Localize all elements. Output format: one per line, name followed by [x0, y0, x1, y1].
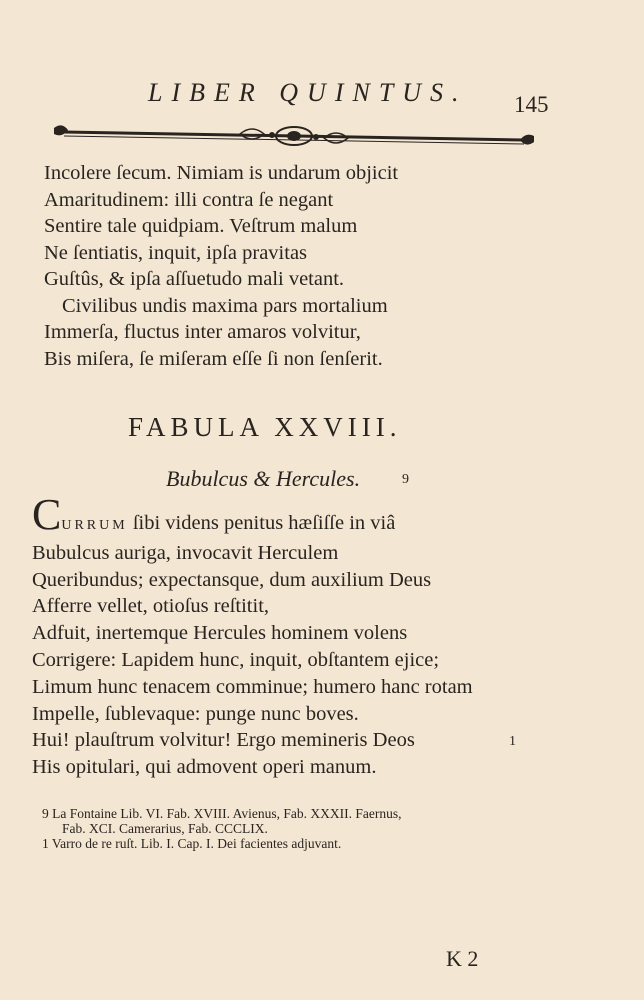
verse-line: Sentire tale quidpiam. Veſtrum malum — [44, 215, 358, 237]
verse-line: Bis miſera, ſe miſeram eſſe ſi non ſenſerit. — [44, 347, 383, 370]
verse-line: Immerſa, fluctus inter amaros volvitur, — [44, 321, 361, 343]
drop-cap: C — [32, 490, 62, 539]
footnote-line: 9 La Fontaine Lib. VI. Fab. XVIII. Avienus, Fab. XXXII. Faernus, — [42, 806, 402, 821]
fable-line: Adfuit, inertemque Hercules hominem volens — [32, 622, 408, 645]
fable-line-text: Hui! plauſtrum volvitur! Ergo memineris Deos — [32, 729, 415, 752]
fable-line: Impelle, ſublevaque: punge nunc boves. — [32, 702, 359, 725]
fable-text — [32, 490, 552, 781]
page-number: 145 — [514, 92, 549, 117]
verse-line: Guſtûs, & ipſa aſſuetudo mali vetant. — [44, 268, 345, 290]
fable-first-line — [32, 490, 552, 540]
footnotes — [42, 806, 542, 851]
fable-line: Limum hunc tenacem comminue; humero hanc rotam — [32, 675, 473, 698]
fable-subtitle — [166, 466, 409, 492]
fable-title: FABULA XXVIII. — [128, 412, 402, 442]
running-head: LIBER QUINTUS. — [148, 78, 468, 107]
footnote-line: Fab. XCI. Camerarius, Fab. CCCLIX. — [62, 821, 268, 836]
first-word-small-caps: URRUM — [61, 518, 128, 533]
footnote-marker: 1 — [509, 734, 516, 750]
fable-line: Queribundus; expectansque, dum auxilium Deus — [32, 568, 432, 591]
signature-mark: K 2 — [446, 946, 479, 971]
verse-line: Amaritudinem: illi contra ſe negant — [44, 188, 334, 211]
fable-line: Bubulcus auriga, invocavit Herculem — [32, 541, 339, 564]
verse-line: Civilibus undis maxima pars mortalium — [62, 294, 388, 317]
verse-block — [44, 160, 464, 372]
fable-subtitle-text: Bubulcus & Hercules. — [166, 466, 361, 491]
footnote-line: 1 Varro de re ruſt. Lib. I. Cap. I. Dei facientes adjuvant. — [42, 836, 342, 851]
fable-line: Corrigere: Lapidem hunc, inquit, obſtantem ejice; — [32, 648, 440, 671]
verse-line: Incolere ſecum. Nimiam is undarum objicit — [44, 162, 399, 184]
footnote-marker: 9 — [402, 472, 409, 487]
first-line-rest: ſibi videns penitus hæſiſſe in viâ — [132, 512, 396, 534]
verse-line: Ne ſentiatis, inquit, ipſa pravitas — [44, 241, 308, 264]
fable-line: His opitulari, qui admovent operi manum. — [32, 756, 377, 779]
fable-line — [32, 727, 552, 754]
ornamental-rule — [50, 118, 538, 156]
fable-line: Afferre vellet, otioſus reſtitit, — [32, 595, 270, 618]
